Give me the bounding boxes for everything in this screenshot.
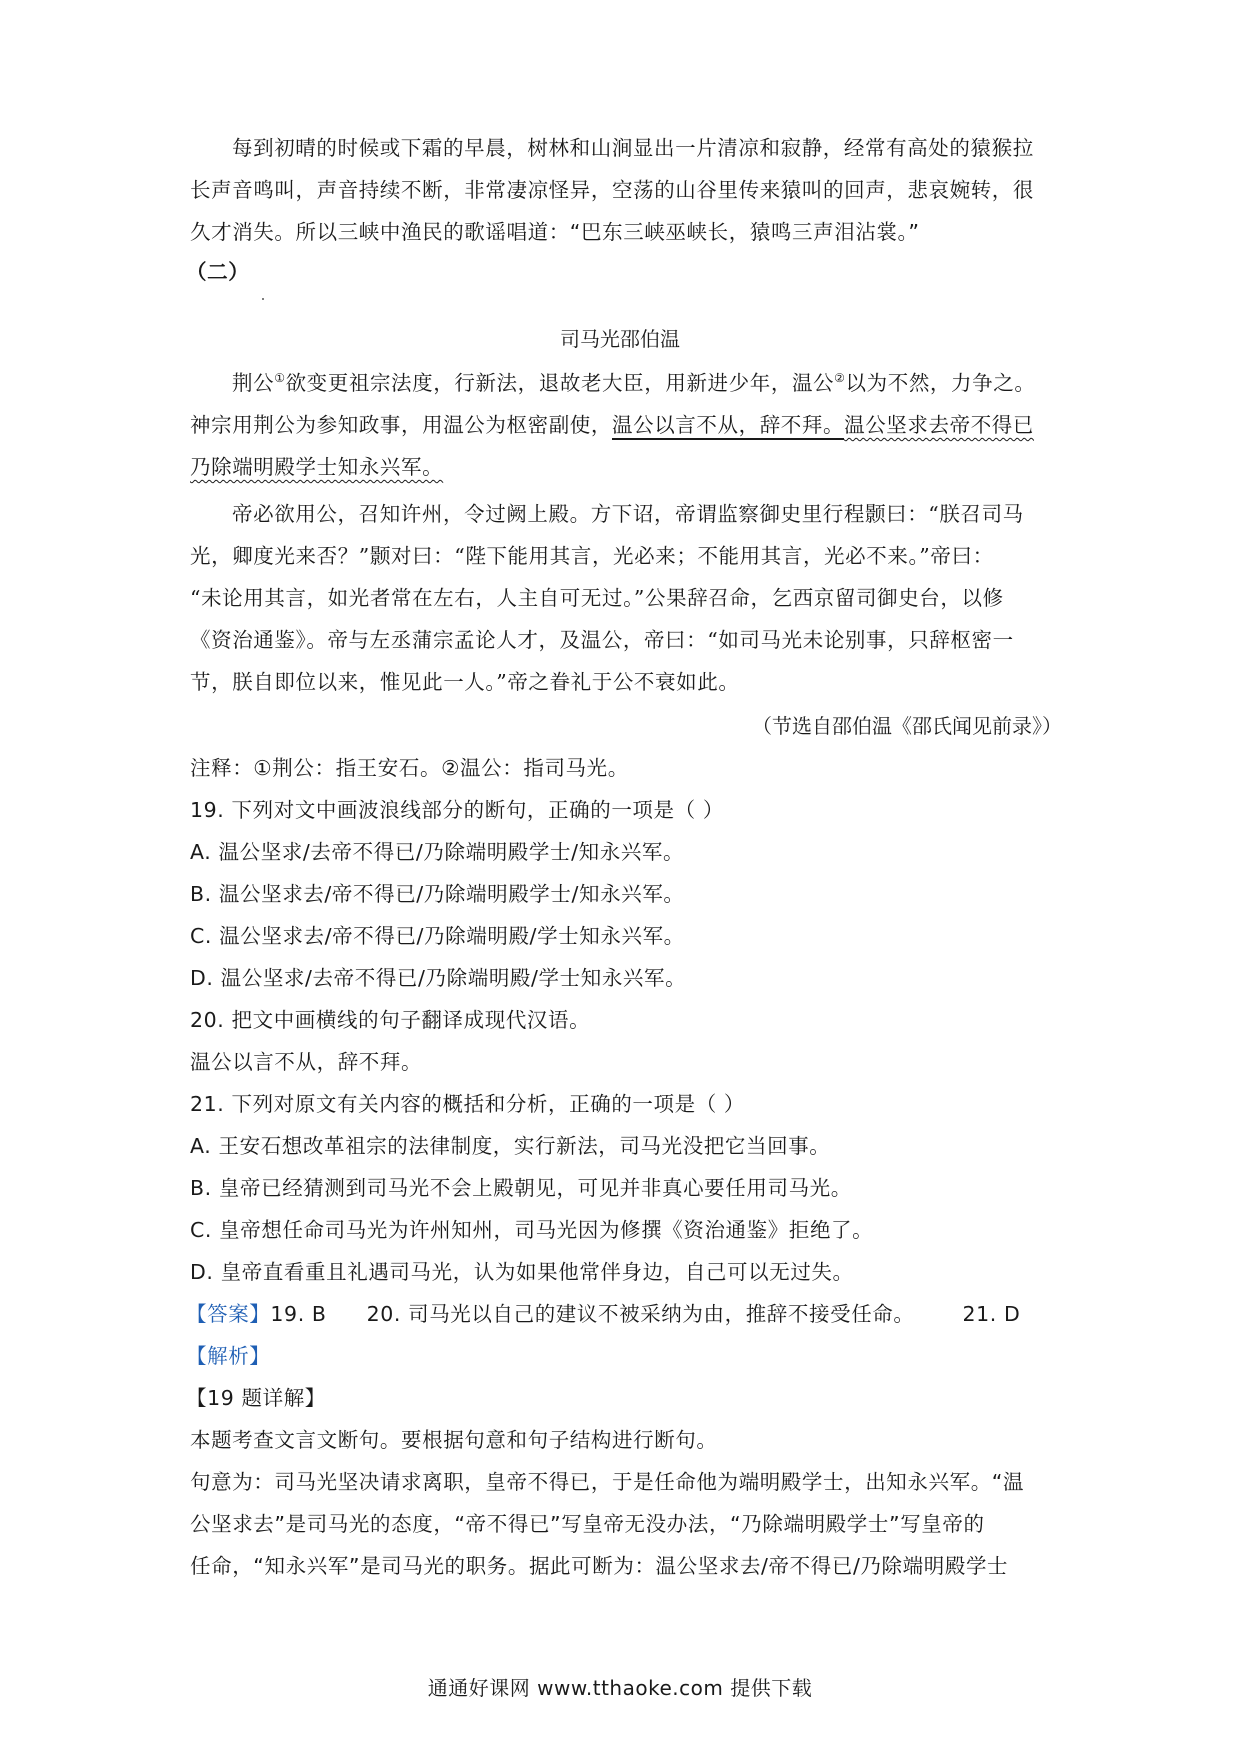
intro-line-1: 每到初晴的时候或下霜的早晨，树林和山涧显出一片清凉和寂静，经常有高处的猿猴拉	[232, 136, 1034, 160]
notes: 注释：①荆公：指王安石。②温公：指司马光。	[190, 756, 629, 780]
passage-source: （节选自邵伯温《邵氏闻见前录》）	[752, 714, 1062, 738]
passage-p2-line-3: “未论用其言，如光者常在左右，人主自可无过。”公果辞召命，乞西京留司御史台，以修	[190, 586, 1004, 610]
q21-option-b: B. 皇帝已经猜测到司马光不会上殿朝见，可见并非真心要任用司马光。	[190, 1176, 852, 1200]
analysis-line-4: 任命，“知永兴军”是司马光的职务。据此可断为：温公坚求去/帝不得已/乃除端明殿学士	[190, 1554, 1009, 1578]
intro-line-2: 长声音鸣叫，声音持续不断，非常凄凉怪异，空荡的山谷里传来猿叫的回声，悲哀婉转，很	[190, 178, 1034, 202]
underlined-sentence: 温公以言不从，辞不拜。	[612, 413, 844, 440]
passage-p2-line-1: 帝必欲用公，召知许州，令过阙上殿。方下诏，帝谓监察御史里行程颢曰：“朕召司马	[232, 502, 1024, 526]
answer-tag: 【答案】	[186, 1302, 271, 1326]
passage-p1-line-2: 神宗用荆公为参知政事，用温公为枢密副使，温公以言不从，辞不拜。温公坚求去帝不得已	[190, 411, 1034, 439]
intro-line-3: 久才消失。所以三峡中渔民的歌谣唱道：“巴东三峡巫峡长，猿鸣三声泪沾裳。”	[190, 220, 920, 244]
wavy-underlined-text: 温公坚求去帝不得已	[844, 413, 1035, 437]
answer-line	[186, 1300, 1020, 1328]
passage-p1-line-3	[190, 453, 443, 481]
q21-stem: 21. 下列对原文有关内容的概括和分析，正确的一项是（ ）	[190, 1092, 746, 1116]
note-mark-1: ①	[274, 371, 286, 386]
q20-stem: 20. 把文中画横线的句子翻译成现代汉语。	[190, 1008, 591, 1032]
analysis-tag: 【解析】	[186, 1344, 271, 1368]
q21-option-a: A. 王安石想改革祖宗的法律制度，实行新法，司马光没把它当回事。	[190, 1134, 831, 1158]
analysis-line-2: 句意为：司马光坚决请求离职，皇帝不得已，于是任命他为端明殿学士，出知永兴军。“温	[190, 1470, 1025, 1494]
q19-option-a: A. 温公坚求/去帝不得已/乃除端明殿学士/知永兴军。	[190, 840, 685, 864]
analysis-line-3: 公坚求去”是司马光的态度，“帝不得已”写皇帝无没办法，“乃除端明殿学士”写皇帝的	[190, 1512, 985, 1536]
q19-option-d: D. 温公坚求/去帝不得已/乃除端明殿/学士知永兴军。	[190, 966, 687, 990]
q19-detail-heading: 【19 题详解】	[186, 1386, 326, 1410]
q21-option-c: C. 皇帝想任命司马光为许州知州，司马光因为修撰《资治通鉴》拒绝了。	[190, 1218, 874, 1242]
q19-stem: 19. 下列对文中画波浪线部分的断句，正确的一项是（ ）	[190, 798, 724, 822]
answer-20: 20. 司马光以自己的建议不被采纳为由，推辞不接受任命。	[366, 1302, 915, 1326]
analysis-line-1: 本题考查文言文断句。要根据句意和句子结构进行断句。	[190, 1428, 718, 1452]
footer-text: 通通好课网 www.tthaoke.com 提供下载	[427, 1676, 813, 1700]
passage-p1-line-1: 荆公①欲变更祖宗法度，行新法，退故老大臣，用新进少年，温公②以为不然，力争之。	[232, 371, 1036, 395]
passage-p2-line-5: 节，朕自即位以来，惟见此一人。”帝之眷礼于公不衰如此。	[190, 670, 740, 694]
q20-sentence: 温公以言不从，辞不拜。	[190, 1050, 423, 1074]
wavy-underlined-text-cont: 乃除端明殿学士知永兴军。	[190, 455, 444, 479]
passage-p2-line-4: 《资治通鉴》。帝与左丞蒲宗孟论人才，及温公，帝曰：“如司马光未论别事，只辞枢密一	[190, 628, 1014, 652]
q19-option-c: C. 温公坚求去/帝不得已/乃除端明殿/学士知永兴军。	[190, 924, 685, 948]
q19-option-b: B. 温公坚求去/帝不得已/乃除端明殿学士/知永兴军。	[190, 882, 685, 906]
passage-title: 司马光邵伯温	[560, 327, 680, 351]
q21-option-d: D. 皇帝直看重且礼遇司马光，认为如果他常伴身边，自己可以无过失。	[190, 1260, 854, 1284]
answer-21: 21. D	[962, 1302, 1021, 1326]
passage-p2-line-2: 光，卿度光来否？”颢对曰：“陛下能用其言，光必来；不能用其言，光必不来。”帝曰：	[190, 544, 994, 568]
note-mark-2: ②	[834, 371, 846, 386]
section-heading: （二）	[186, 260, 250, 284]
answer-19: 19. B	[270, 1302, 327, 1326]
stray-dot	[262, 298, 264, 300]
